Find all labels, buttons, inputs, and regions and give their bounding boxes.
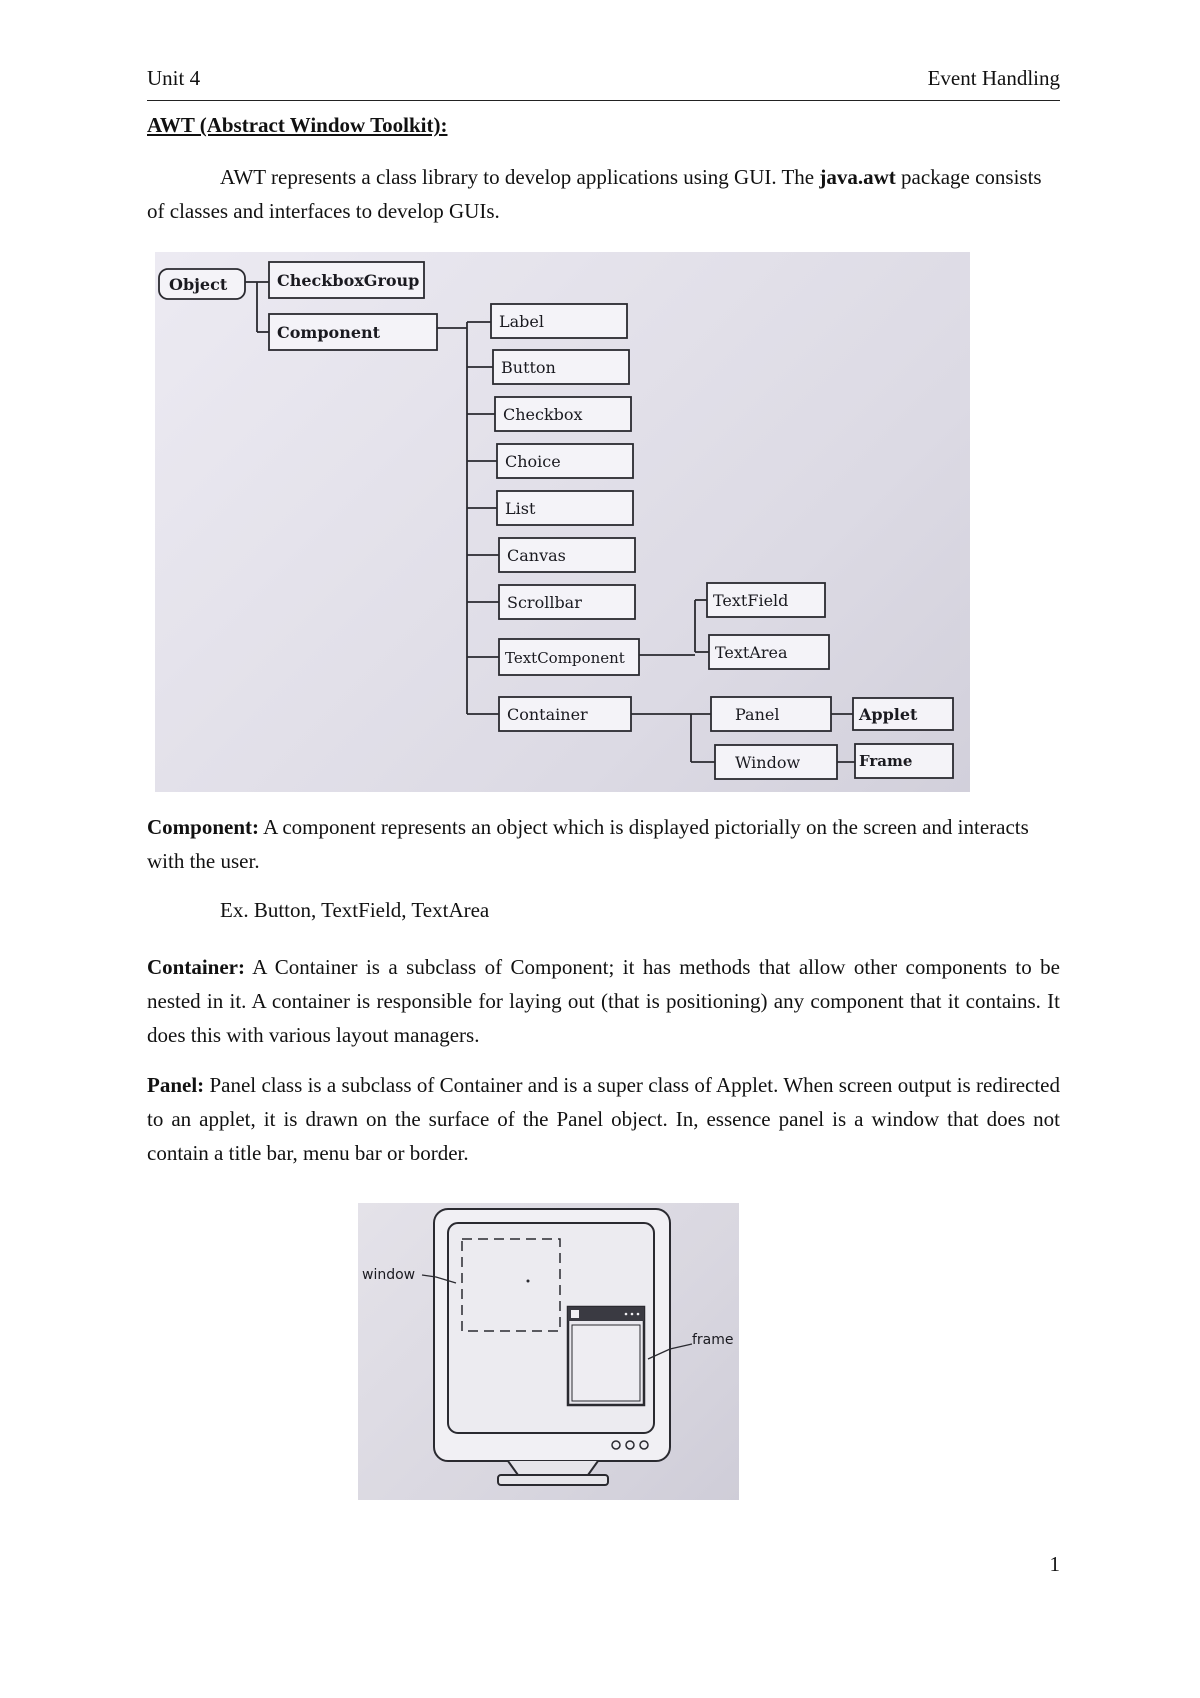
monitor-stand (508, 1461, 598, 1475)
label-list: List (505, 499, 536, 518)
label-container: Container (507, 705, 588, 724)
page-number: 1 (1049, 1552, 1060, 1576)
label-label: Label (499, 312, 544, 331)
section-title: AWT (Abstract Window Toolkit): (147, 113, 448, 137)
label-frame: Frame (859, 752, 913, 770)
component-term: Component: (147, 815, 260, 839)
label-panel: Panel (735, 705, 780, 724)
monitor-base (498, 1475, 608, 1485)
label-component: Component (277, 323, 381, 342)
frame-control-icon (631, 1313, 634, 1316)
label-window: Window (735, 753, 801, 772)
package-name: java.awt (819, 165, 896, 189)
monitor-illustration (358, 1203, 739, 1500)
intro-paragraph: AWT represents a class library to develop applications using GUI. The java.awt package consists of classes and interfaces to develop GUIs. (147, 165, 1042, 223)
header-topic: Event Handling (927, 66, 1060, 90)
awt-hierarchy-diagram (155, 252, 970, 792)
label-choice: Choice (505, 452, 561, 471)
example-line: Ex. Button, TextField, TextArea (220, 898, 490, 922)
header-unit: Unit 4 (147, 66, 201, 90)
frame-close-icon (571, 1310, 579, 1318)
component-paragraph: Component: A component represents an object which is displayed pictorially on the screen and interacts with the user. (147, 815, 1029, 873)
frame-label: frame (692, 1332, 734, 1348)
frame-content (572, 1325, 640, 1401)
label-button: Button (501, 358, 556, 377)
container-paragraph: Container: A Container is a subclass of Component; it has methods that allow other components to be nested in it. A container is responsible for laying out (that is positioning) any component that it contains. It does this with various layout managers. (147, 955, 1060, 1047)
label-canvas: Canvas (507, 546, 566, 565)
label-textfield: TextField (713, 591, 789, 610)
window-label: window (362, 1267, 416, 1283)
frame-control-icon (637, 1313, 640, 1316)
label-applet: Applet (859, 705, 918, 724)
label-object: Object (169, 275, 228, 294)
panel-term: Panel: (147, 1073, 205, 1097)
label-checkbox: Checkbox (503, 405, 583, 424)
frame-control-icon (625, 1313, 628, 1316)
label-checkboxgroup: CheckboxGroup (277, 271, 420, 290)
label-scrollbar: Scrollbar (507, 593, 582, 612)
label-textcomponent: TextComponent (505, 649, 625, 667)
header-rule (147, 100, 1060, 101)
label-textarea: TextArea (715, 643, 788, 662)
container-term: Container: (147, 955, 245, 979)
window-dot (527, 1280, 530, 1283)
panel-paragraph: Panel: Panel class is a subclass of Container and is a super class of Applet. When screen output is redirected to an applet, it is drawn on the surface of the Panel object. In, essence panel is a window that does not contain a title bar, menu bar or border. (147, 1073, 1060, 1165)
